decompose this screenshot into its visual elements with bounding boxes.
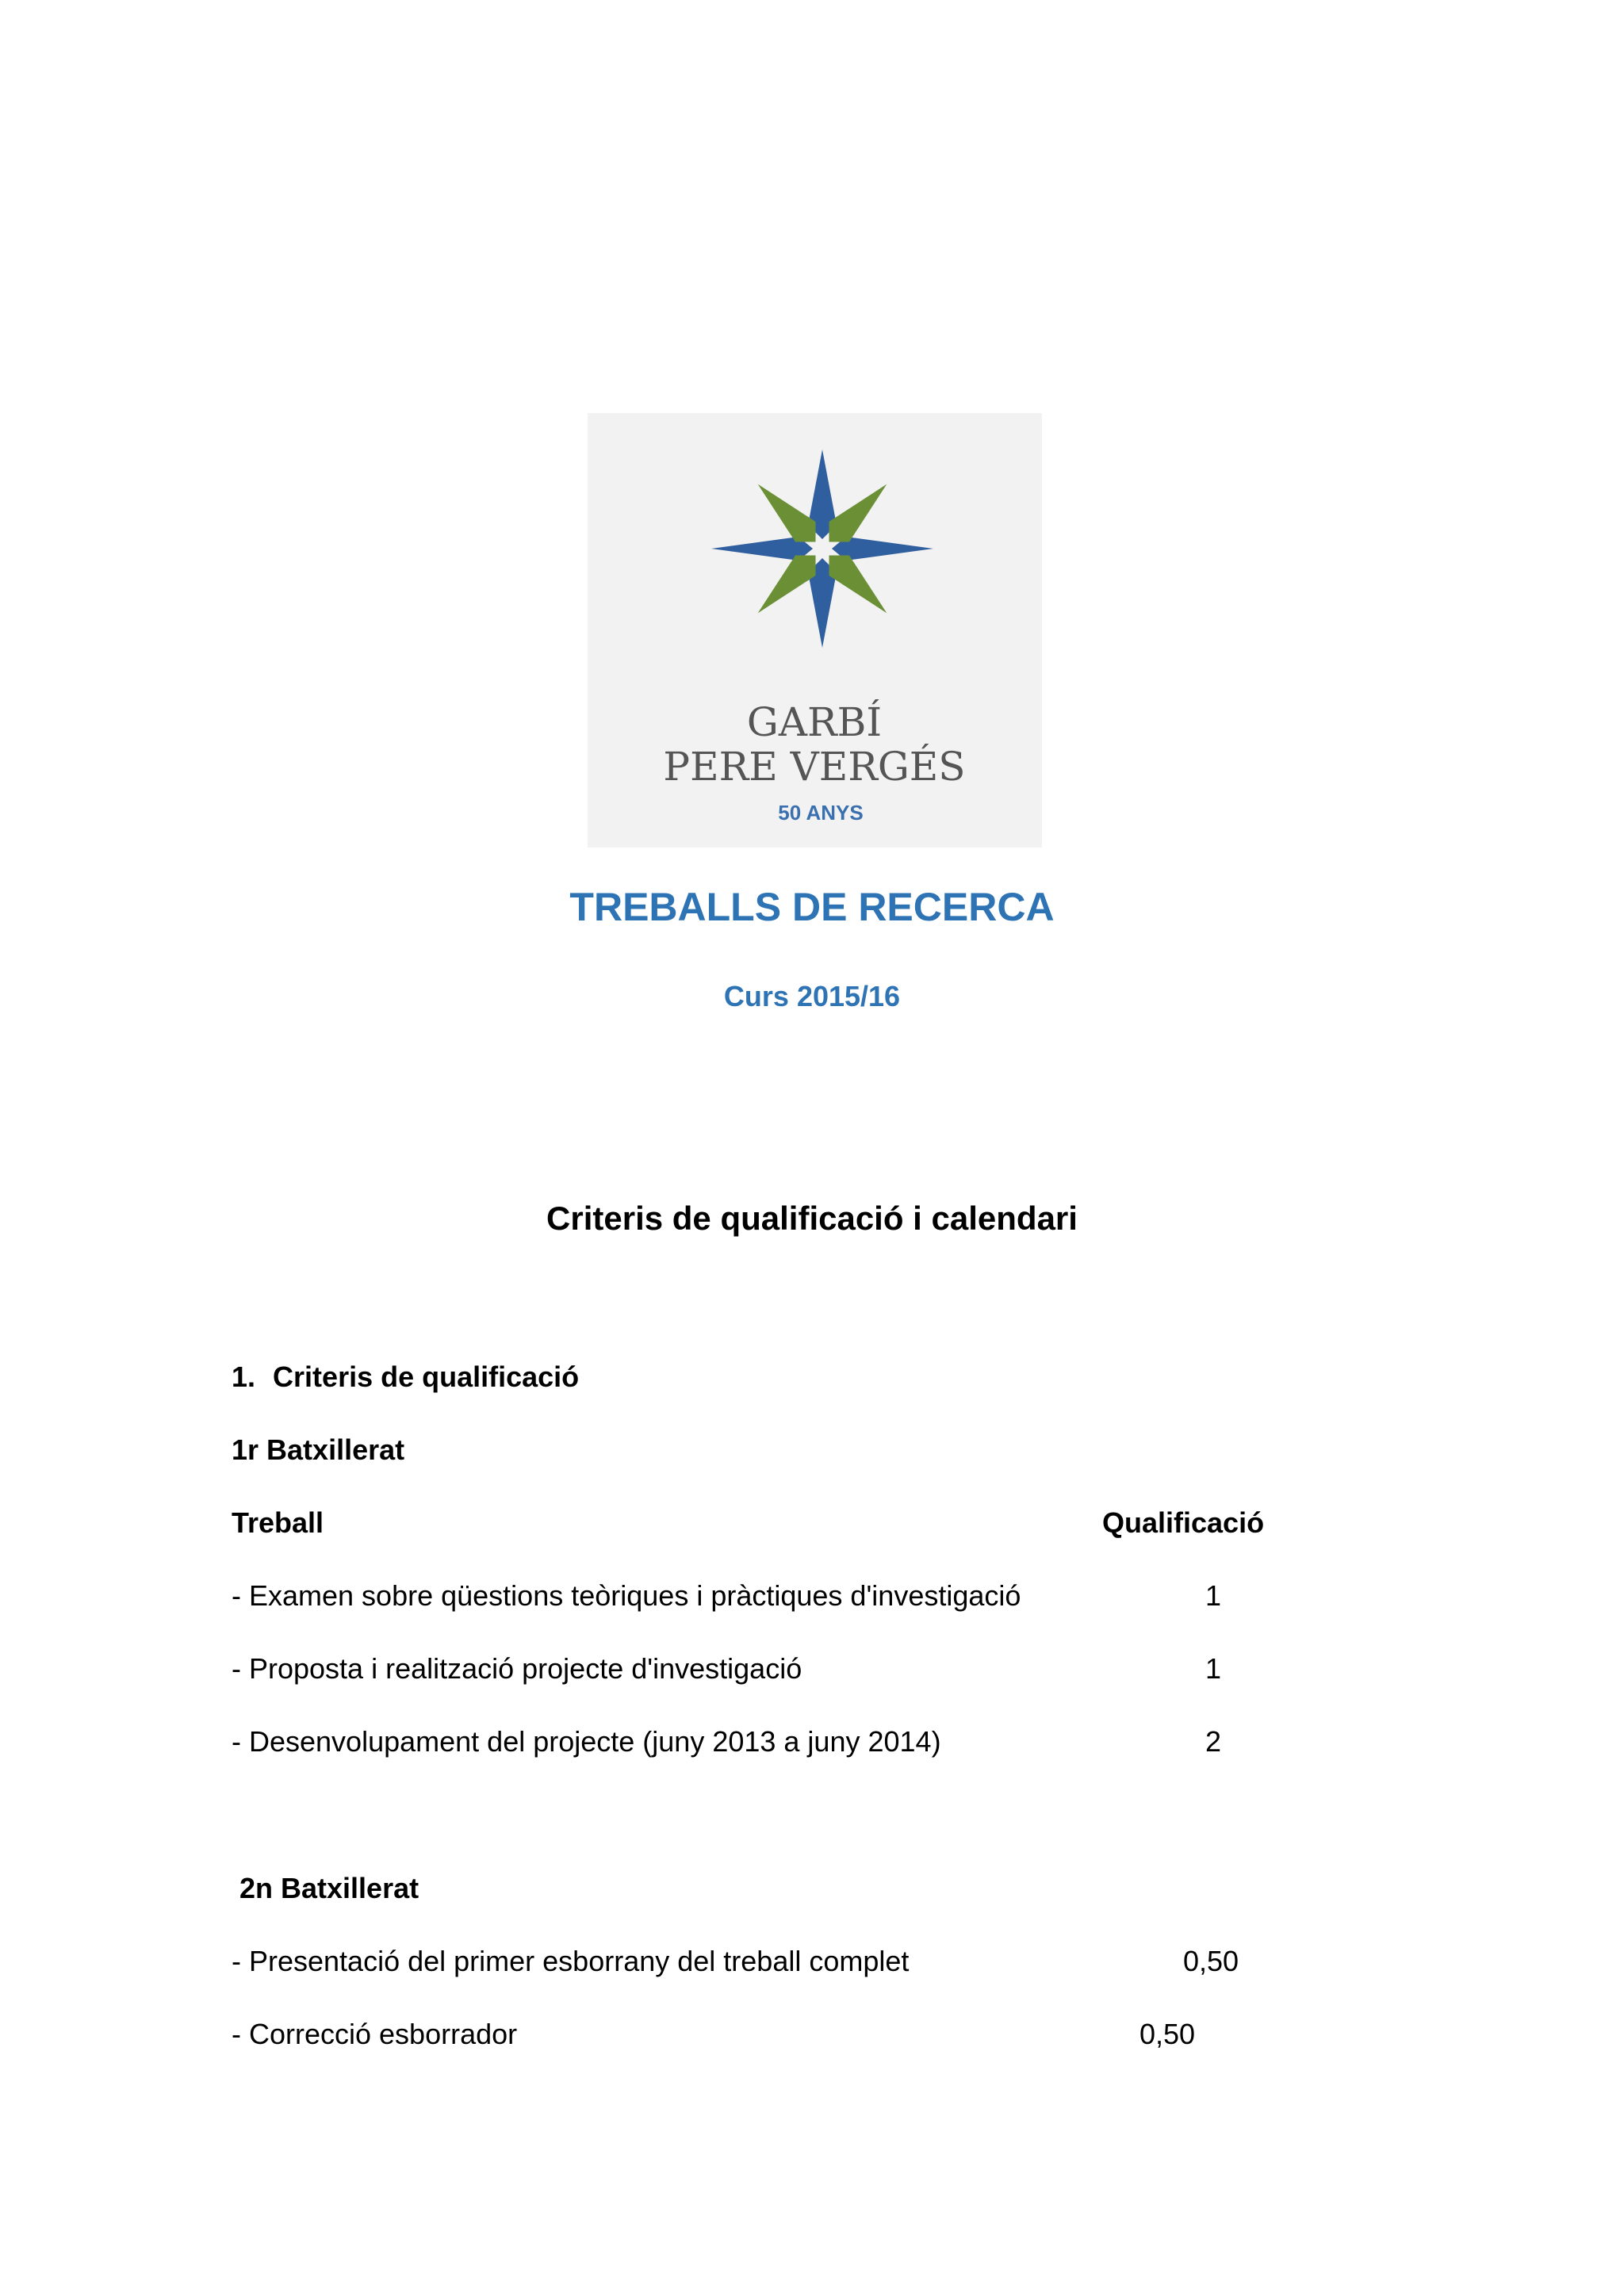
- column-header-work: Treball: [232, 1506, 324, 1539]
- column-header-grade: Qualificació: [1102, 1506, 1265, 1539]
- batx1-row-value: 2: [1205, 1725, 1222, 1758]
- document-heading: Criteris de qualificació i calendari: [546, 1200, 1078, 1237]
- batx2-row-value: 0,50: [1139, 2018, 1196, 2050]
- star-emblem-icon: [588, 413, 1042, 848]
- batx1-row-value: 1: [1205, 1652, 1222, 1685]
- logo-line-2: PERE VERGÉS: [663, 744, 966, 790]
- batx1-row-label: - Proposta i realització projecte d'investigació: [232, 1652, 802, 1685]
- section-1-heading: [232, 1360, 579, 1394]
- school-logo: [588, 413, 1042, 848]
- batx2-row-label: - Correcció esborrador: [232, 2018, 518, 2050]
- batx2-heading: 2n Batxillerat: [239, 1872, 419, 1904]
- document-title: TREBALLS DE RECERCA: [569, 885, 1055, 929]
- batx2-row-label: - Presentació del primer esborrany del treball complet: [232, 1945, 910, 1977]
- document-subtitle: Curs 2015/16: [723, 980, 901, 1012]
- batx1-row-value: 1: [1205, 1579, 1222, 1612]
- batx1-heading: 1r Batxillerat: [232, 1433, 405, 1466]
- section-title: Criteris de qualificació: [273, 1360, 580, 1393]
- logo-line-1: GARBÍ: [746, 699, 883, 745]
- batx2-row-value: 0,50: [1183, 1945, 1239, 1977]
- section-number: 1.: [232, 1360, 256, 1393]
- batx1-row-label: - Desenvolupament del projecte (juny 2013 a juny 2014): [232, 1725, 941, 1758]
- logo-line-3: 50 ANYS: [778, 801, 864, 825]
- batx1-row-label: - Examen sobre qüestions teòriques i pràctiques d'investigació: [232, 1579, 1021, 1612]
